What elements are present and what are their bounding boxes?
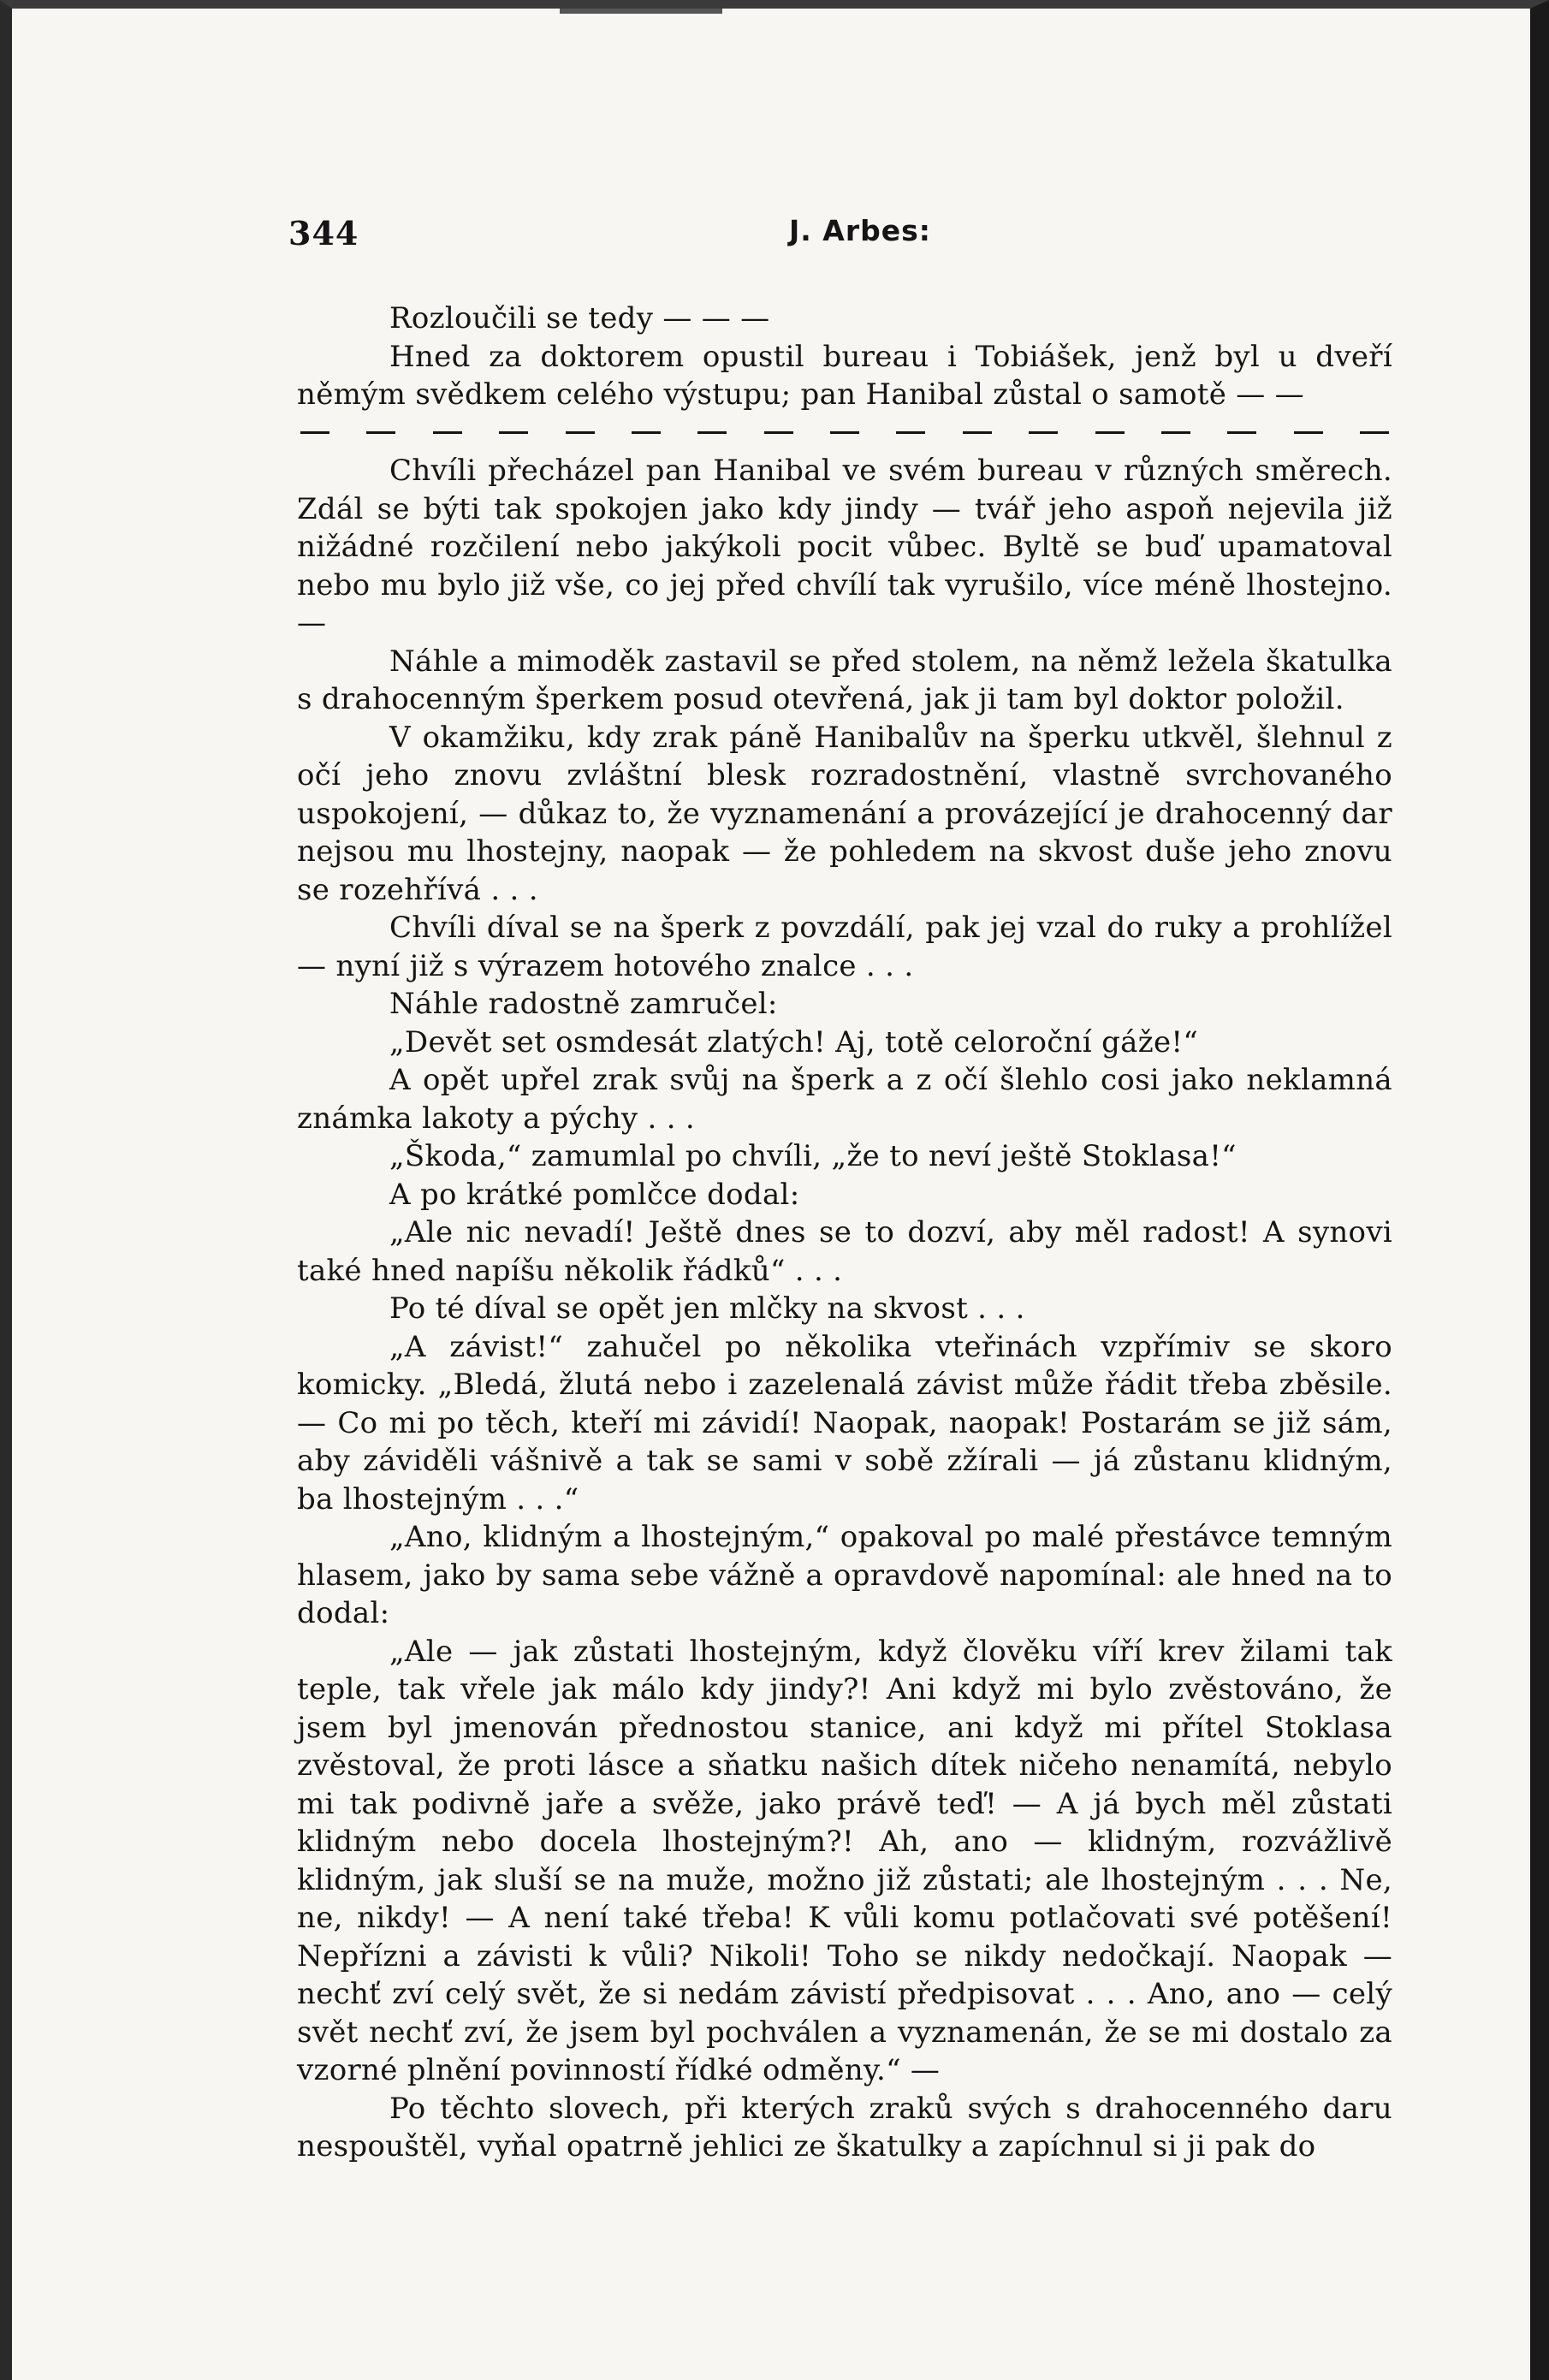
paragraph: „Škoda,“ zamumlal po chvíli, „že to neví ještě Stoklasa!“ xyxy=(389,1139,1237,1173)
paragraph: Po těchto slovech, při kterých zraků svých s drahocenného daru nespouštěl, vyňal opatrně jehlici ze škatulky a zapíchnul si ji pak do xyxy=(297,2091,1392,2163)
paragraph: „Ale — jak zůstati lhostejným, když člověku víří krev žilami tak teple, tak vřele jak málo kdy jindy?! Ani když mi bylo zvěstováno, že jsem byl jmenován přednostou stanice, ani když mi přítel Stoklasa zvěstoval, že proti lásce a sňatku našich dítek ničeho nenamítá, nebylo mi tak podivně jaře a svěže, jako právě teď! — A já bych měl zůstati klidným nebo docela lhostejným?! Ah, ano — klidným, rozvážlivě klidným, jak sluší se na muže, možno již zůstati; ale lhostejným . . . Ne, ne, nikdy! — A není také třeba! K vůli komu potlačovati své potěšení! Nepřízni a závisti k vůli? Nikoli! Toho se nikdy nedočkají. Naopak — nechť zví celý svět, že si nedám závistí předpisovat . . . Ano, ano — celý svět nechť zví, že jsem byl pochválen a vyznamenán, že se mi dostalo za vzorné plnění povinností řídké odměny.“ — xyxy=(297,1634,1392,2087)
dash-separator xyxy=(297,414,1392,453)
paragraph: Náhle a mimoděk zastavil se před stolem, na němž ležela škatulka s drahocenným šperkem posud otevřená, jak ji tam byl doktor položil. xyxy=(297,644,1392,716)
paragraph: Rozloučili se tedy — — — xyxy=(389,301,770,335)
running-head: J. Arbes: xyxy=(789,214,931,247)
paragraph: Náhle radostně zamručel: xyxy=(389,987,778,1021)
page-number: 344 xyxy=(288,214,359,252)
paragraph: „Ale nic nevadí! Ještě dnes se to dozví, aby měl radost! A synovi také hned napíšu několik řádků“ . . . xyxy=(297,1215,1392,1288)
paragraph: A opět upřel zrak svůj na šperk a z očí šlehlo cosi jako neklamná známka lakoty a pýchy . . . xyxy=(297,1063,1392,1136)
paragraph: Po té díval se opět jen mlčky na skvost . . . xyxy=(389,1291,1025,1326)
scan-edge-mark xyxy=(560,9,722,14)
paragraph: V okamžiku, kdy zrak páně Hanibalův na šperku utkvěl, šlehnul z očí jeho znovu zvláštní blesk rozradostnění, vlastně svrchovaného uspokojení, — důkaz to, že vyznamenání a provázející je drahocenný dar nejsou mu lhostejny, naopak — že pohledem na skvost duše jeho znovu se rozehřívá . . . xyxy=(297,720,1392,907)
paragraph: „A závist!“ zahučel po několika vteřinách vzpřímiv se skoro komicky. „Bledá, žlutá nebo i zazelenalá závist může řádit třeba zběsile. — Co mi po těch, kteří mi závidí! Naopak, naopak! Postarám se již sám, aby záviděli vášnivě a tak se sami v sobě zžírali — já zůstanu klidným, ba lhostejným . . .“ xyxy=(297,1329,1392,1516)
body-text xyxy=(297,300,1392,2166)
paragraph: A po krátké pomlčce dodal: xyxy=(389,1177,800,1212)
paragraph: Hned za doktorem opustil bureau i Tobiášek, jenž byl u dveří němým svědkem celého výstupu; pan Hanibal zůstal o samotě — — xyxy=(297,339,1392,412)
paragraph: „Devět set osmdesát zlatých! Aj, totě celoroční gáže!“ xyxy=(389,1024,1199,1059)
paragraph: Chvíli přecházel pan Hanibal ve svém bureau v různých směrech. Zdál se býti tak spokojen jako kdy jindy — tvář jeho aspoň nejevila již nižádné rozčilení nebo jakýkoli pocit vůbec. Byltě se buď upamatoval nebo mu bylo již vše, co jej před chvílí tak vyrušilo, více méně lhostejno. — xyxy=(297,454,1392,640)
paragraph: Chvíli díval se na šperk z povzdálí, pak jej vzal do ruky a prohlížel — nyní již s výrazem hotového znalce . . . xyxy=(297,911,1392,983)
page-header xyxy=(288,214,1392,265)
paragraph: „Ano, klidným a lhostejným,“ opakoval po malé přestávce temným hlasem, jako by sama sebe vážně a opravdově napomínal: ale hned na to dodal: xyxy=(297,1520,1392,1630)
